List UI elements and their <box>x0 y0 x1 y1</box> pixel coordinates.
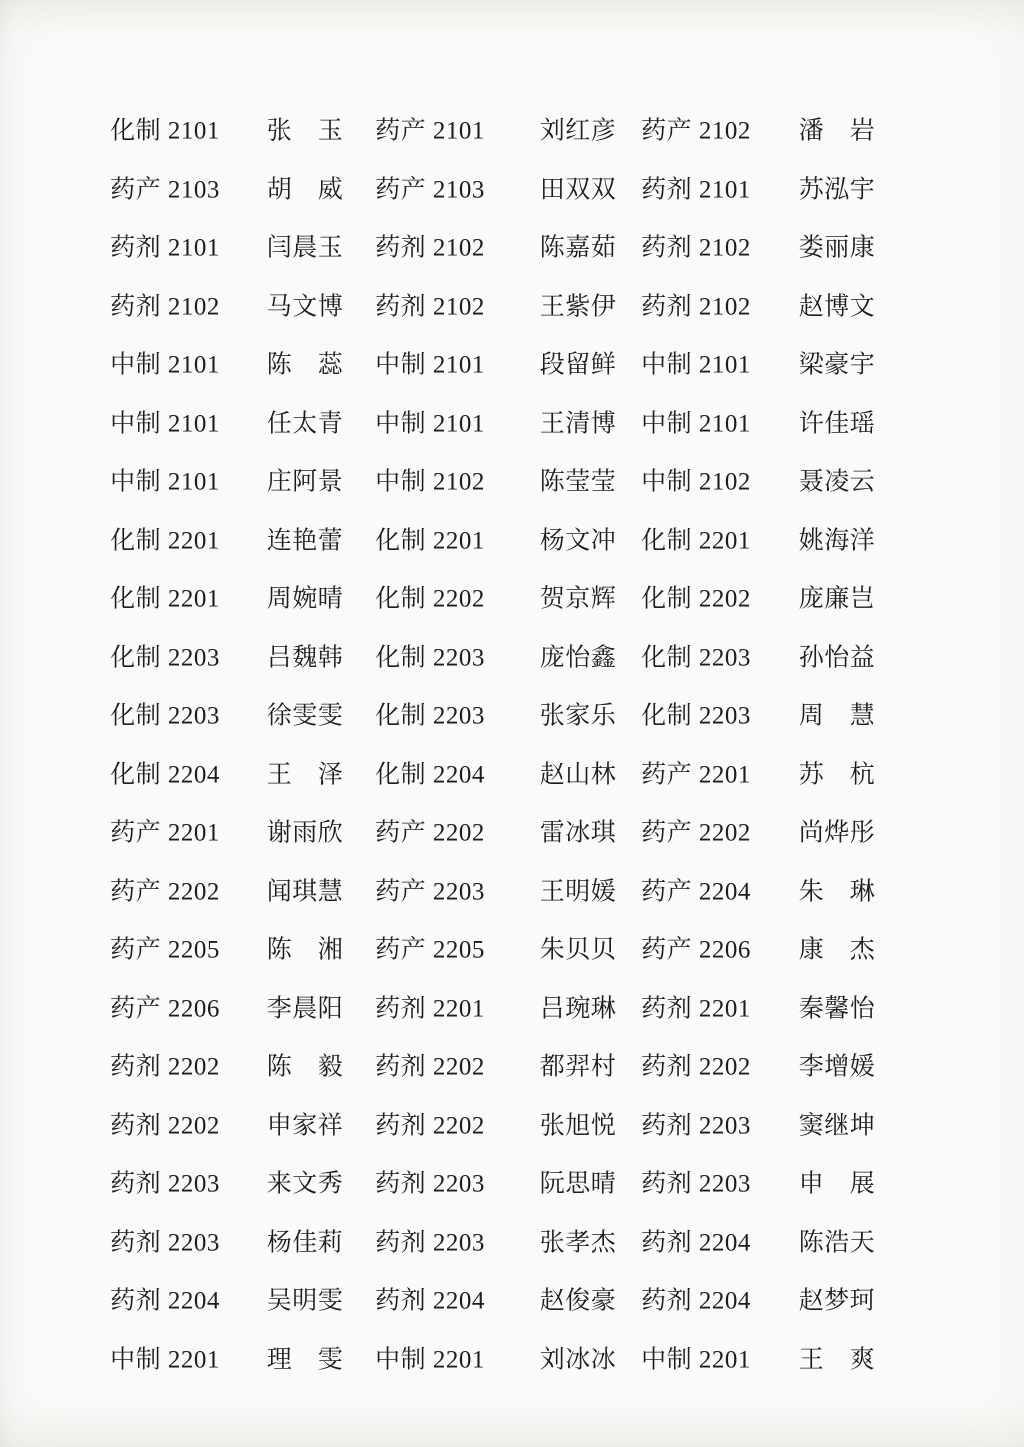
class-code-cell: 药产 2102 <box>641 117 751 145</box>
student-name-cell: 许佳瑶 <box>798 410 876 437</box>
student-name-cell: 雷冰琪 <box>539 819 617 847</box>
table-row <box>0 395 1024 454</box>
class-code-cell: 药剂 2101 <box>641 176 751 203</box>
class-code-cell: 中制 2101 <box>641 351 751 379</box>
table-row <box>0 1097 1024 1156</box>
student-name-cell: 聂凌云 <box>798 468 876 496</box>
class-code-cell: 药产 2202 <box>110 878 220 905</box>
student-name-cell: 王 爽 <box>798 1346 876 1373</box>
student-name-cell: 尚烨彤 <box>798 819 876 847</box>
student-name-cell: 陈嘉茹 <box>539 234 617 262</box>
table-row <box>0 804 1024 863</box>
class-code-cell: 药剂 2203 <box>375 1229 485 1256</box>
class-code-cell: 中制 2201 <box>641 1346 751 1373</box>
class-code-cell: 药剂 2202 <box>641 1053 751 1081</box>
class-code-cell: 药产 2103 <box>110 176 220 203</box>
student-name-cell: 陈 毅 <box>266 1053 344 1081</box>
table-row <box>0 1214 1024 1273</box>
class-code-cell: 中制 2201 <box>375 1346 485 1373</box>
student-name-cell: 吴明雯 <box>266 1287 344 1315</box>
class-code-cell: 药剂 2203 <box>641 1112 751 1139</box>
class-code-cell: 化制 2203 <box>110 702 220 730</box>
student-name-cell: 周婉晴 <box>266 585 344 613</box>
student-name-cell: 陈莹莹 <box>539 468 617 496</box>
student-name-cell: 陈浩天 <box>798 1229 876 1256</box>
class-code-cell: 中制 2201 <box>110 1346 220 1373</box>
student-name-cell: 田双双 <box>539 176 617 203</box>
class-code-cell: 化制 2201 <box>375 527 485 554</box>
table-row <box>0 278 1024 337</box>
class-code-cell: 药产 2205 <box>110 936 220 964</box>
class-code-cell: 药产 2204 <box>641 878 751 905</box>
student-name-cell: 潘 岩 <box>798 117 876 145</box>
class-code-cell: 药剂 2102 <box>375 234 485 262</box>
class-code-cell: 化制 2203 <box>110 644 220 671</box>
student-name-cell: 杨文冲 <box>539 527 617 554</box>
student-name-cell: 苏泓宇 <box>798 176 876 203</box>
class-code-cell: 化制 2201 <box>110 585 220 613</box>
student-name-cell: 苏 杭 <box>798 761 876 788</box>
student-name-cell: 康 杰 <box>798 936 876 964</box>
table-row <box>0 1155 1024 1214</box>
student-name-cell: 徐雯雯 <box>266 702 344 730</box>
table-row <box>0 746 1024 805</box>
class-code-cell: 药产 2201 <box>110 819 220 847</box>
student-name-cell: 贺京辉 <box>539 585 617 613</box>
student-name-cell: 娄丽康 <box>798 234 876 262</box>
student-name-cell: 孙怡益 <box>798 644 876 671</box>
student-name-cell: 窦继坤 <box>798 1112 876 1139</box>
student-name-cell: 张孝杰 <box>539 1229 617 1256</box>
class-code-cell: 药剂 2202 <box>110 1112 220 1139</box>
class-code-cell: 药剂 2204 <box>375 1287 485 1315</box>
table-row <box>0 453 1024 512</box>
class-code-cell: 化制 2203 <box>641 644 751 671</box>
class-code-cell: 化制 2201 <box>110 527 220 554</box>
student-name-cell: 理 雯 <box>266 1346 344 1373</box>
student-name-cell: 王明媛 <box>539 878 617 905</box>
class-code-cell: 药剂 2102 <box>641 234 751 262</box>
table-row <box>0 336 1024 395</box>
student-name-cell: 赵梦珂 <box>798 1287 876 1315</box>
student-name-cell: 陈 湘 <box>266 936 344 964</box>
table-row <box>0 980 1024 1039</box>
student-name-cell: 胡 威 <box>266 176 344 203</box>
class-code-cell: 药剂 2203 <box>110 1229 220 1256</box>
class-code-cell: 药产 2206 <box>110 995 220 1022</box>
class-code-cell: 中制 2101 <box>641 410 751 437</box>
class-code-cell: 药剂 2101 <box>110 234 220 262</box>
class-code-cell: 药产 2203 <box>375 878 485 905</box>
table-row <box>0 1331 1024 1390</box>
student-name-cell: 吕琬琳 <box>539 995 617 1022</box>
table-row <box>0 219 1024 278</box>
roster-table <box>0 102 1024 1389</box>
student-name-cell: 张 玉 <box>266 117 344 145</box>
class-code-cell: 化制 2203 <box>375 644 485 671</box>
class-code-cell: 药产 2103 <box>375 176 485 203</box>
class-code-cell: 药剂 2204 <box>641 1229 751 1256</box>
student-name-cell: 秦馨怡 <box>798 995 876 1022</box>
student-name-cell: 来文秀 <box>266 1170 344 1198</box>
student-name-cell: 刘红彦 <box>539 117 617 145</box>
class-code-cell: 药剂 2204 <box>641 1287 751 1315</box>
table-row <box>0 570 1024 629</box>
class-code-cell: 药剂 2203 <box>110 1170 220 1198</box>
table-row <box>0 512 1024 571</box>
student-name-cell: 姚海洋 <box>798 527 876 554</box>
class-code-cell: 药剂 2201 <box>375 995 485 1022</box>
class-code-cell: 药剂 2202 <box>375 1053 485 1081</box>
class-code-cell: 药产 2206 <box>641 936 751 964</box>
student-name-cell: 张旭悦 <box>539 1112 617 1139</box>
student-name-cell: 闫晨玉 <box>266 234 344 262</box>
student-name-cell: 张家乐 <box>539 702 617 730</box>
class-code-cell: 化制 2203 <box>641 702 751 730</box>
class-code-cell: 药剂 2202 <box>110 1053 220 1081</box>
student-name-cell: 朱 琳 <box>798 878 876 905</box>
student-name-cell: 段留鲜 <box>539 351 617 379</box>
student-name-cell: 朱贝贝 <box>539 936 617 964</box>
student-name-cell: 闻琪慧 <box>266 878 344 905</box>
student-name-cell: 刘冰冰 <box>539 1346 617 1373</box>
table-row <box>0 102 1024 161</box>
student-name-cell: 阮思晴 <box>539 1170 617 1198</box>
class-code-cell: 化制 2204 <box>375 761 485 788</box>
class-code-cell: 药剂 2203 <box>375 1170 485 1198</box>
student-name-cell: 王清博 <box>539 410 617 437</box>
class-code-cell: 药剂 2102 <box>110 293 220 320</box>
class-code-cell: 药剂 2202 <box>375 1112 485 1139</box>
student-name-cell: 李增媛 <box>798 1053 876 1081</box>
class-code-cell: 化制 2201 <box>641 527 751 554</box>
student-name-cell: 李晨阳 <box>266 995 344 1022</box>
student-name-cell: 庞廉岂 <box>798 585 876 613</box>
student-name-cell: 申 展 <box>798 1170 876 1198</box>
table-row <box>0 921 1024 980</box>
class-code-cell: 中制 2101 <box>110 351 220 379</box>
student-name-cell: 马文博 <box>266 293 344 320</box>
class-code-cell: 化制 2202 <box>375 585 485 613</box>
student-name-cell: 周 慧 <box>798 702 876 730</box>
student-name-cell: 赵山林 <box>539 761 617 788</box>
table-row <box>0 161 1024 220</box>
class-code-cell: 药剂 2203 <box>641 1170 751 1198</box>
table-row <box>0 687 1024 746</box>
class-code-cell: 药产 2202 <box>375 819 485 847</box>
table-row <box>0 1038 1024 1097</box>
class-code-cell: 中制 2101 <box>110 410 220 437</box>
student-name-cell: 连艳蕾 <box>266 527 344 554</box>
table-row <box>0 1272 1024 1331</box>
student-name-cell: 赵俊豪 <box>539 1287 617 1315</box>
student-name-cell: 赵博文 <box>798 293 876 320</box>
student-name-cell: 申家祥 <box>266 1112 344 1139</box>
student-name-cell: 陈 蕊 <box>266 351 344 379</box>
student-name-cell: 梁豪宇 <box>798 351 876 379</box>
student-name-cell: 王 泽 <box>266 761 344 788</box>
class-code-cell: 药剂 2204 <box>110 1287 220 1315</box>
class-code-cell: 药剂 2201 <box>641 995 751 1022</box>
student-name-cell: 庞怡鑫 <box>539 644 617 671</box>
student-name-cell: 王紫伊 <box>539 293 617 320</box>
class-code-cell: 中制 2102 <box>375 468 485 496</box>
class-code-cell: 药剂 2102 <box>375 293 485 320</box>
table-row <box>0 863 1024 922</box>
class-code-cell: 化制 2204 <box>110 761 220 788</box>
class-code-cell: 药产 2101 <box>375 117 485 145</box>
class-code-cell: 化制 2101 <box>110 117 220 145</box>
class-code-cell: 化制 2203 <box>375 702 485 730</box>
class-code-cell: 药产 2205 <box>375 936 485 964</box>
student-name-cell: 任太青 <box>266 410 344 437</box>
class-code-cell: 化制 2202 <box>641 585 751 613</box>
class-code-cell: 中制 2102 <box>641 468 751 496</box>
student-name-cell: 吕魏韩 <box>266 644 344 671</box>
class-code-cell: 中制 2101 <box>110 468 220 496</box>
class-code-cell: 药产 2201 <box>641 761 751 788</box>
class-code-cell: 中制 2101 <box>375 351 485 379</box>
class-code-cell: 药剂 2102 <box>641 293 751 320</box>
table-row <box>0 629 1024 688</box>
student-name-cell: 庄阿景 <box>266 468 344 496</box>
student-name-cell: 杨佳莉 <box>266 1229 344 1256</box>
class-code-cell: 中制 2101 <box>375 410 485 437</box>
class-code-cell: 药产 2202 <box>641 819 751 847</box>
student-name-cell: 谢雨欣 <box>266 819 344 847</box>
student-name-cell: 都羿村 <box>539 1053 617 1081</box>
